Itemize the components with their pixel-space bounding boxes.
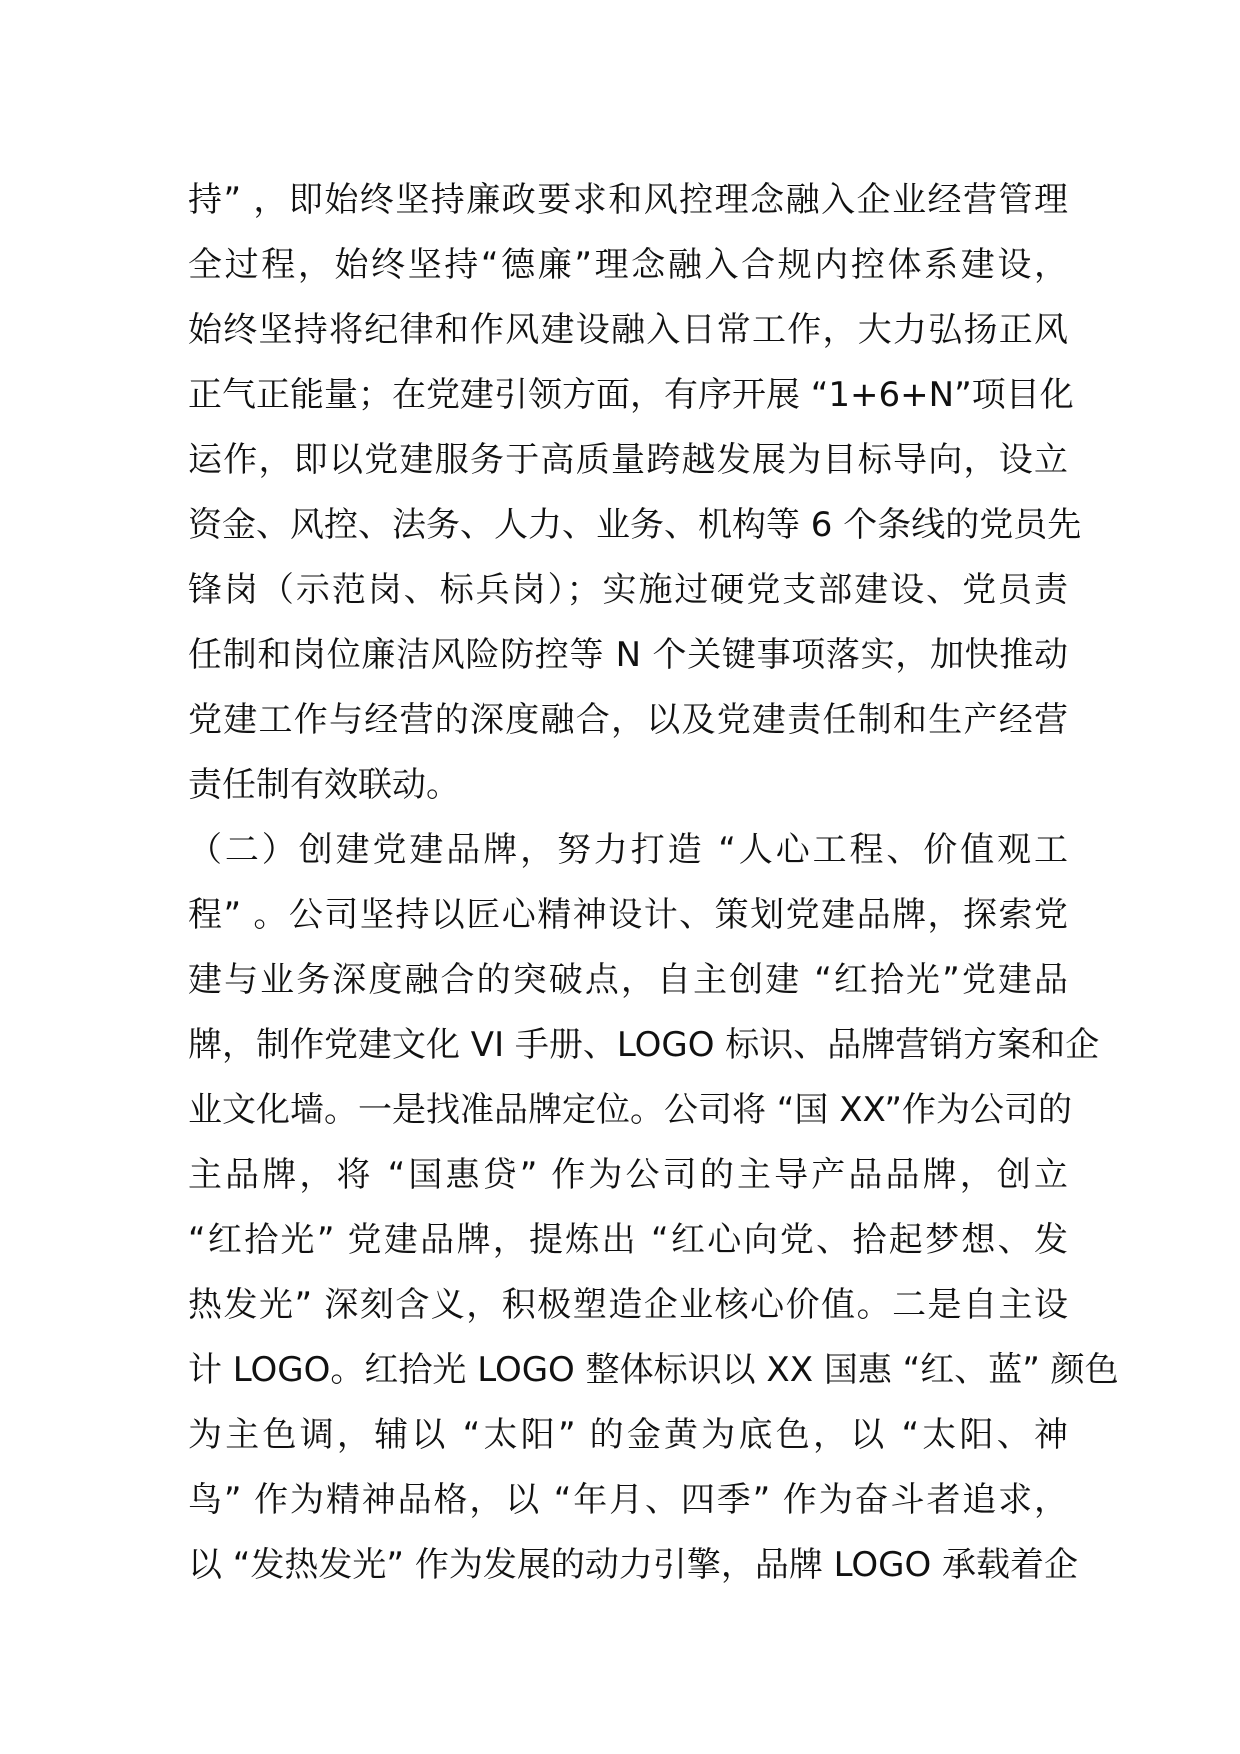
text-line: 牌，制作党建文化 VI 手册、LOGO 标识、品牌营销方案和企 <box>188 1025 1100 1065</box>
body-text <box>188 168 1119 1598</box>
text-line: 党建工作与经营的深度融合，以及党建责任制和生产经营 <box>188 700 1068 740</box>
text-line: 主品牌，将 “国惠贷” 作为公司的主导产品品牌，创立 <box>188 1155 1068 1195</box>
text-line: 正气正能量；在党建引领方面，有序开展 “1+6+N”项目化 <box>188 375 1074 415</box>
text-line: “红拾光” 党建品牌，提炼出 “红心向党、拾起梦想、发 <box>188 1220 1068 1260</box>
text-line: 为主色调，辅以 “太阳” 的金黄为底色，以 “太阳、神 <box>188 1415 1068 1455</box>
section-heading-line: （二）创建党建品牌，努力打造 “人心工程、价值观工 <box>188 830 1068 870</box>
text-line: 业文化墙。一是找准品牌定位。公司将 “国 XX”作为公司的 <box>188 1090 1073 1130</box>
text-line: 鸟” 作为精神品格，以 “年月、四季” 作为奋斗者追求， <box>188 1480 1068 1520</box>
text-line: 程” 。公司坚持以匠心精神设计、策划党建品牌，探索党 <box>188 895 1068 935</box>
text-line: 任制和岗位廉洁风险防控等 N 个关键事项落实，加快推动 <box>188 635 1068 675</box>
text-line: 以 “发热发光” 作为发展的动力引擎，品牌 LOGO 承载着企 <box>188 1545 1079 1585</box>
text-line: 责任制有效联动。 <box>188 765 460 805</box>
text-line: 资金、风控、法务、人力、业务、机构等 6 个条线的党员先 <box>188 505 1082 545</box>
text-line: 始终坚持将纪律和作风建设融入日常工作，大力弘扬正风 <box>188 310 1068 350</box>
text-line: 热发光” 深刻含义，积极塑造企业核心价值。二是自主设 <box>188 1285 1068 1325</box>
text-line: 锋岗（示范岗、标兵岗）；实施过硬党支部建设、党员责 <box>188 570 1068 610</box>
text-line: 持” ，即始终坚持廉政要求和风控理念融入企业经营管理 <box>188 180 1068 220</box>
text-line: 建与业务深度融合的突破点，自主创建 “红拾光”党建品 <box>188 960 1068 1000</box>
text-line: 运作，即以党建服务于高质量跨越发展为目标导向，设立 <box>188 440 1068 480</box>
text-line: 计 LOGO。红拾光 LOGO 整体标识以 XX 国惠 “红、蓝” 颜色 <box>188 1350 1119 1390</box>
text-line: 全过程，始终坚持“德廉”理念融入合规内控体系建设， <box>188 245 1068 285</box>
